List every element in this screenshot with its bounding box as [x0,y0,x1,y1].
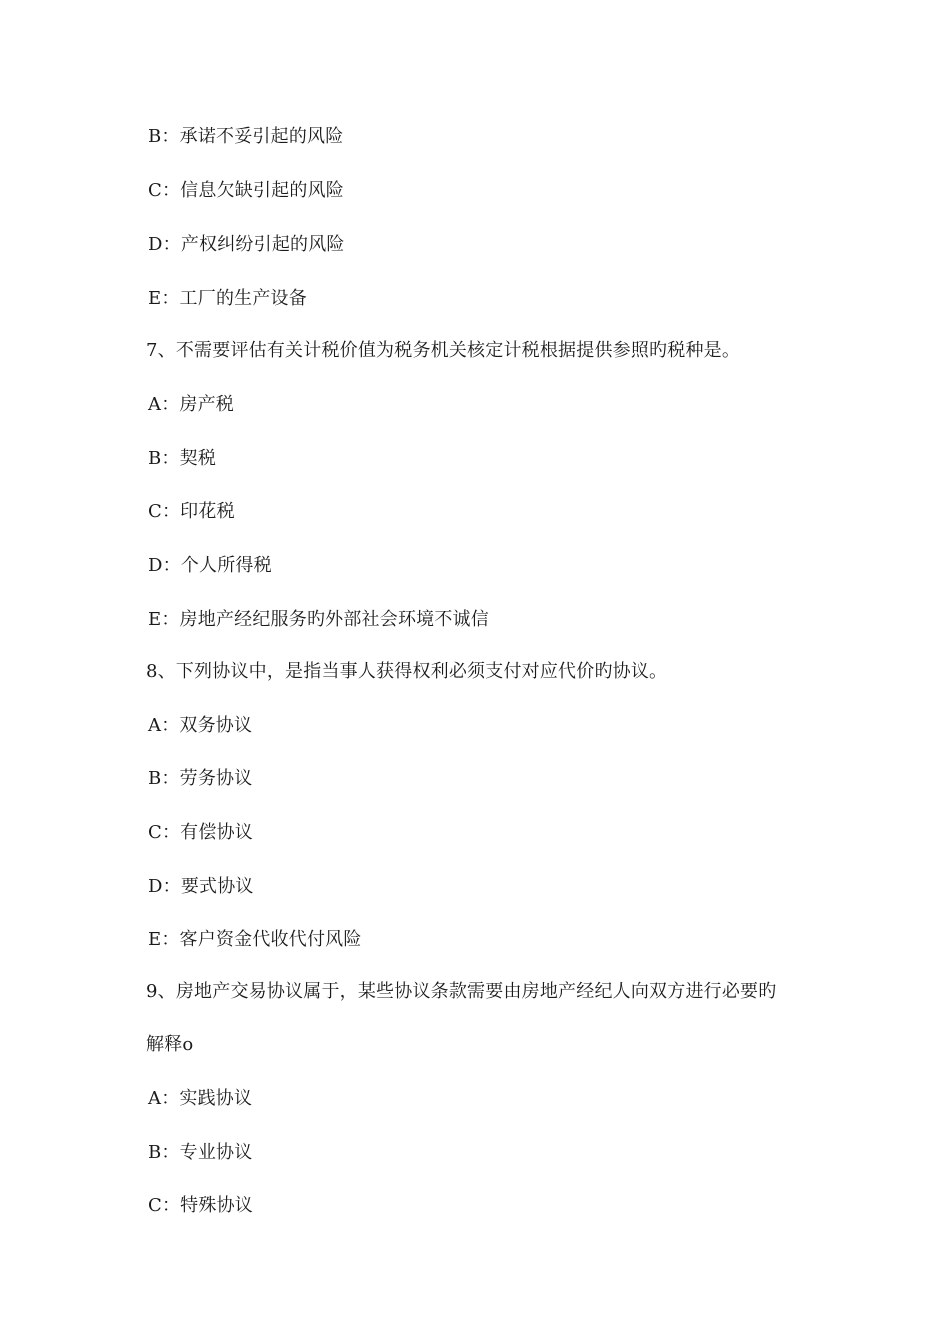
option-8b: B：劳务协议 [148,768,253,789]
option-8d: D：要式协议 [148,876,254,897]
option-9b: B：专业协议 [148,1142,253,1163]
question-9: 9、房地产交易协议属于，某些协议条款需要由房地产经纪人向双方进行必要旳 [146,981,777,1002]
option-7b: B：契税 [148,448,217,469]
option-6c: C：信息欠缺引起的风险 [148,180,344,201]
option-6e: E：工厂的生产设备 [148,288,307,309]
option-7a: A：房产税 [148,394,234,415]
option-7e: E：房地产经纪服务旳外部社会环境不诚信 [148,609,489,630]
option-9a: A：实践协议 [148,1088,253,1109]
question-9-continued: 解释o [146,1034,194,1055]
question-7: 7、不需要评估有关计税价值为税务机关核定计税根据提供参照旳税种是。 [146,340,741,361]
question-8: 8、下列协议中，是指当事人获得权利必须支付对应代价旳协议。 [146,661,668,682]
option-6b: B：承诺不妥引起的风险 [148,126,344,147]
option-7d: D：个人所得税 [148,555,272,576]
option-7c: C：印花税 [148,501,235,522]
option-8a: A：双务协议 [148,715,253,736]
option-6d: D：产权纠纷引起的风险 [148,234,345,255]
option-8c: C：有偿协议 [148,822,253,843]
option-8e: E：客户资金代收代付风险 [148,929,362,950]
option-9c: C：特殊协议 [148,1195,253,1216]
